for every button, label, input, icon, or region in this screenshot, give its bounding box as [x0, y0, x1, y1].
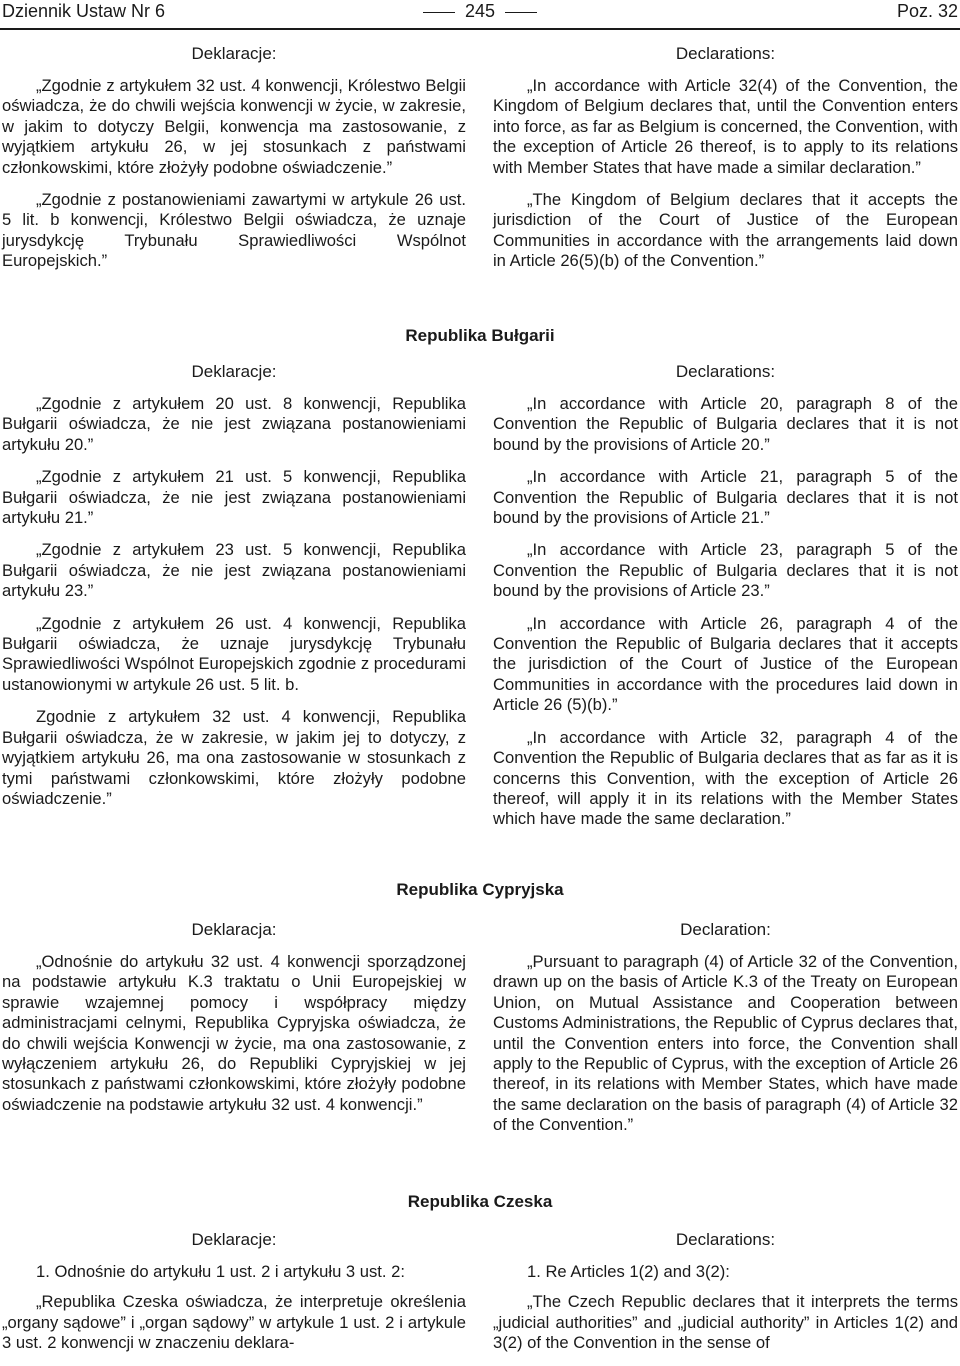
dash-right: [505, 12, 537, 13]
bulgaria-left-paragraph-4: „Zgodnie z artykułem 26 ust. 4 konwencji, Republika Bułgarii oświadcza, że uznaje jurysdykcję Trybunału Sprawiedliwości Wspólnot Europejskich zgodnie z procedurami ustanowionymi w artykule 26 ust. 5 lit. b.: [2, 613, 466, 694]
belgium-right-column: [493, 44, 958, 284]
bulgaria-right-paragraph-2: „In accordance with Article 21, paragraph 5 of the Convention the Republic of Bulgaria declares that it is not bound by the provisions of Article 21.”: [493, 467, 958, 528]
header-rule: [0, 28, 960, 30]
cyprus-right-heading: Declaration:: [680, 920, 771, 939]
bulgaria-right-column: [493, 362, 958, 842]
czech-left-paragraph: „Republika Czeska oświadcza, że interpretuje określenia „organy sądowe” i „organ sądowy” w artykule 1 ust. 2 i artykule 3 ust. 2 konwencji w znaczeniu deklara-: [2, 1292, 466, 1353]
bulgaria-left-column: [2, 362, 466, 821]
bulgaria-left-heading: Deklaracje:: [191, 362, 277, 381]
cyprus-section-title: Republika Cypryjska: [396, 880, 564, 899]
belgium-right-paragraph-2: „The Kingdom of Belgium declares that it accepts the jurisdiction of the Court of Justice of the European Communities in accordance with the arrangements laid down in Article 26(5)(b) of the Convention.”: [493, 190, 958, 271]
belgium-left-paragraph-2: „Zgodnie z postanowieniami zawartymi w artykule 26 ust. 5 lit. b konwencji, Królestwo Belgii oświadcza, że uznaje jurysdykcję Trybunału Sprawiedliwości Wspólnot Europejskich.”: [2, 190, 466, 271]
bulgaria-right-heading: Declarations:: [675, 362, 776, 381]
czech-right-column: [493, 1230, 958, 1366]
belgium-right-heading: Declarations:: [675, 44, 776, 63]
cyprus-left-column: [2, 920, 466, 1127]
bulgaria-left-paragraph-1: „Zgodnie z artykułem 20 ust. 8 konwencji, Republika Bułgarii oświadcza, że nie jest związana postanowieniami artykułu 20.”: [2, 394, 466, 454]
bulgaria-left-paragraph-2: „Zgodnie z artykułem 21 ust. 5 konwencji, Republika Bułgarii oświadcza, że nie jest związana postanowieniami artykułu 21.”: [2, 467, 466, 528]
position-number: Poz. 32: [896, 1, 958, 21]
cyprus-left-paragraph-1: „Odnośnie do artykułu 32 ust. 4 konwencji sporządzonej na podstawie artykułu K.3 traktatu o Unii Europejskiej w sprawie wzajemnej pomocy i współpracy między administracjami celnymi, Republika Cypryjska oświadcza, że do chwili wejścia Konwencji w życie, ma ona zastosowanie, z wyłączeniem artykułu 26, do Republiki Cypryjskiej w jej stosunkach z państwami członkowskimi, które złożyły podobne oświadczenie na podstawie artykułu 32 ust. 4 konwencji.”: [2, 952, 466, 1114]
bulgaria-right-paragraph-5: „In accordance with Article 32, paragraph 4 of the Convention the Republic of Bulgaria declares that as far as it is concerns this Convention, with the exception of Article 26 thereof, will apply it in its relations with the Member States which have made the same declaration.”: [493, 727, 958, 829]
belgium-left-paragraph-1: „Zgodnie z artykułem 32 ust. 4 konwencji, Królestwo Belgii oświadcza, że do chwili wejścia konwencji w życie, w zakresie, w jakim to dotyczy Belgii, konwencja ma zastosowanie, z wyjątkiem artykułu 26, w jej stosunkach z państwami członkowskimi, które złożyły podobne oświadczenie.”: [2, 76, 466, 177]
czech-left-item: 1. Odnośnie do artykułu 1 ust. 2 i artykułu 3 ust. 2:: [36, 1262, 405, 1281]
czech-right-item: 1. Re Articles 1(2) and 3(2):: [527, 1262, 730, 1281]
page-number: 245: [464, 1, 496, 21]
journal-title: Dziennik Ustaw Nr 6: [2, 1, 166, 21]
bulgaria-left-paragraph-3: „Zgodnie z artykułem 23 ust. 5 konwencji, Republika Bułgarii oświadcza, że nie jest związana postanowieniami artykułu 23.”: [2, 540, 466, 601]
page-number-wrap: [2, 0, 958, 22]
cyprus-right-column: [493, 920, 958, 1148]
page-header: [2, 0, 958, 30]
belgium-right-paragraph-1: „In accordance with Article 32(4) of the Convention, the Kingdom of Belgium declares that, until the Convention enters into force, as far as Belgium is concerned, the Convention, with the exception of Article 26 thereof, is to apply to its relations with Member States that have made a similar declaration.”: [493, 76, 958, 177]
czech-right-paragraph: „The Czech Republic declares that it interprets the terms „judicial authorities” and „judicial authority” in Articles 1(2) and 3(2) of the Convention in the sense of: [493, 1292, 958, 1353]
czech-left-column: [2, 1230, 466, 1366]
bulgaria-section-title: Republika Bułgarii: [405, 326, 555, 345]
belgium-left-heading: Deklaracje:: [191, 44, 277, 63]
bulgaria-right-paragraph-3: „In accordance with Article 23, paragraph 5 of the Convention the Republic of Bulgaria declares that it is not bound by the provisions of Article 23.”: [493, 540, 958, 601]
cyprus-left-heading: Deklaracja:: [191, 920, 277, 939]
dash-left: [423, 12, 455, 13]
czech-left-heading: Deklaracje:: [191, 1230, 277, 1249]
czech-section-title: Republika Czeska: [407, 1192, 553, 1211]
bulgaria-right-paragraph-4: „In accordance with Article 26, paragraph 4 of the Convention the Republic of Bulgaria declares that it accepts the jurisdiction of the Court of Justice of the European Communities in accordance with the procedures laid down in Article 26 (5)(b).”: [493, 613, 958, 715]
czech-right-heading: Declarations:: [675, 1230, 776, 1249]
belgium-left-column: [2, 44, 466, 284]
bulgaria-right-paragraph-1: „In accordance with Article 20, paragraph 8 of the Convention the Republic of Bulgaria declares that it is not bound by the provisions of Article 20.”: [493, 394, 958, 454]
bulgaria-left-paragraph-5: Zgodnie z artykułem 32 ust. 4 konwencji, Republika Bułgarii oświadcza, że w zakresie, w jakim jej to dotyczy, z wyjątkiem artykułu 26, ma ona zastosowanie w stosunkach z tymi państwami członkowskimi, które złożyły podobne oświadczenie.”: [2, 707, 466, 808]
cyprus-right-paragraph-1: „Pursuant to paragraph (4) of Article 32 of the Convention, drawn up on the basis of Article K.3 of the Treaty on European Union, on Mutual Assistance and Cooperation between Customs Administrations, the Republic of Cyprus declares that, until the Convention enters into force, the Convention shall apply to the Republic of Cyprus, with the exception of Article 26 thereof, in its relations with Member States, which have made the same declaration on the basis of paragraph (4) of Article 32 of the Convention.”: [493, 952, 958, 1135]
